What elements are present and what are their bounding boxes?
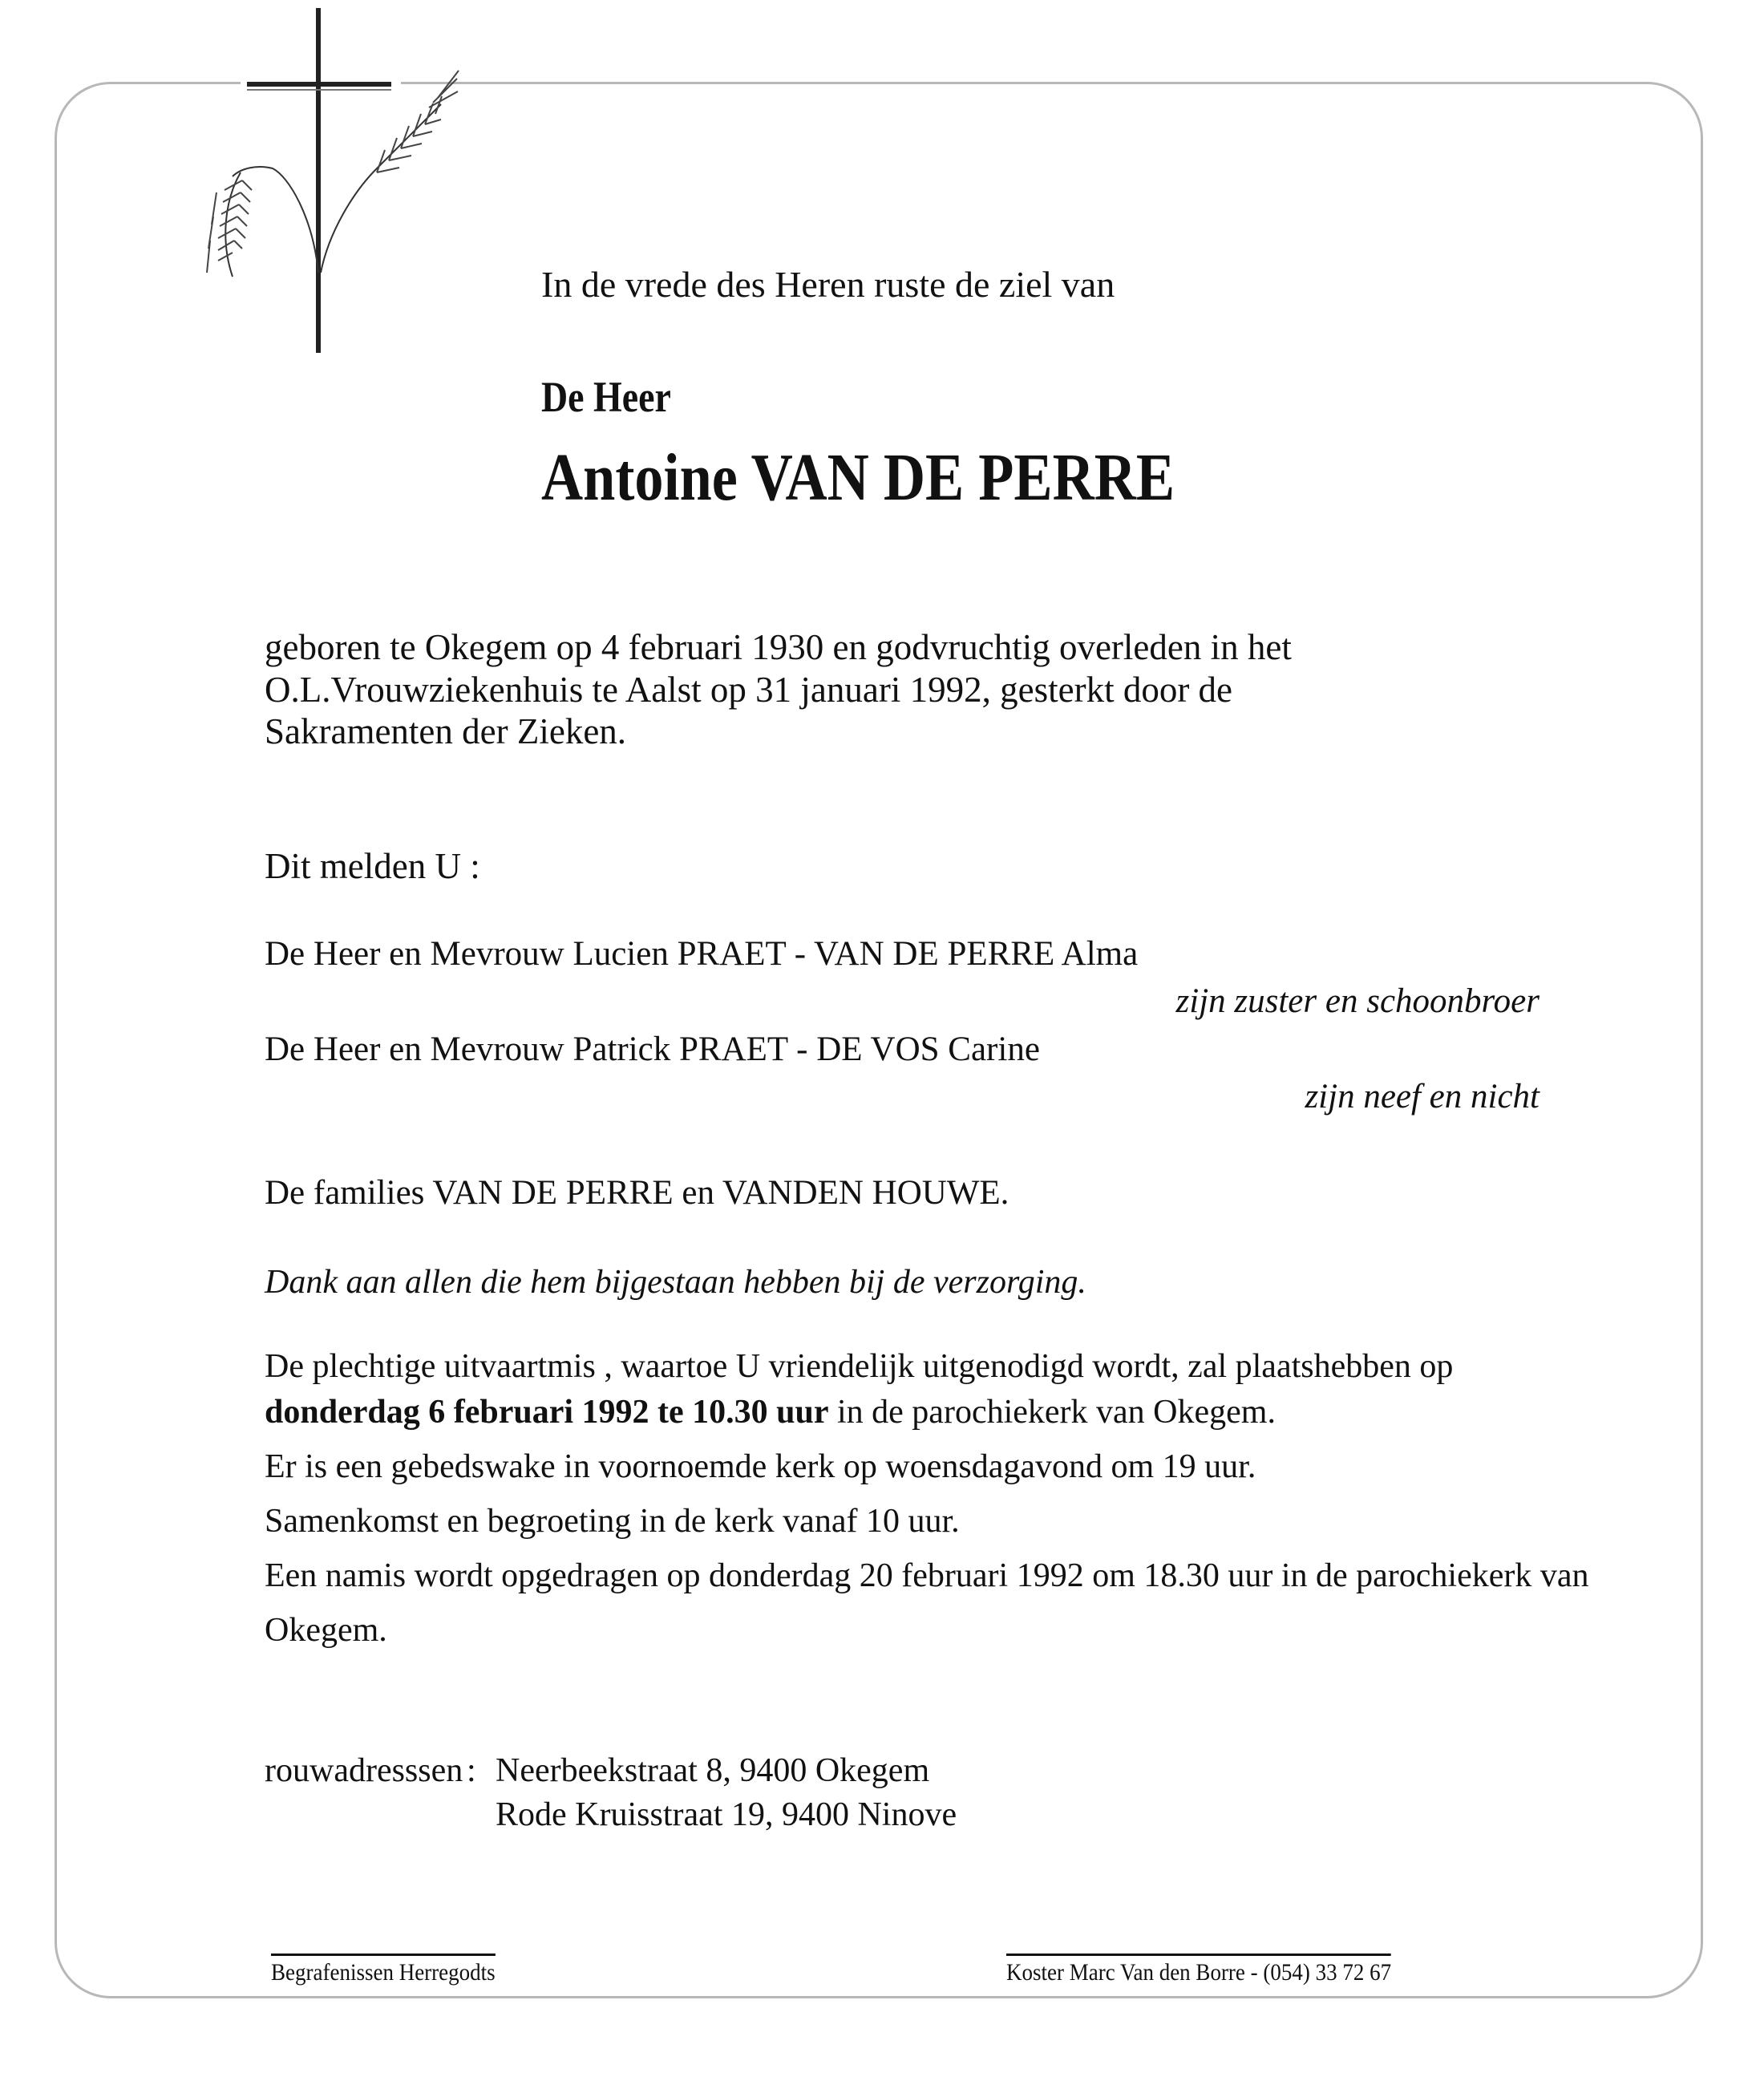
relative-relation: zijn zuster en schoonbroer [1175, 982, 1539, 1020]
address-line: Rode Kruisstraat 19, 9400 Ninove [496, 1796, 957, 1833]
relative-name: De Heer en Mevrouw Patrick PRAET - DE VOS Carine [265, 1030, 1040, 1068]
funeral-line: Er is een gebedswake in voornoemde kerk op woensdagavond om 19 uur. [265, 1448, 1256, 1485]
relative-relation: zijn neef en nicht [1305, 1078, 1539, 1115]
address-line: Neerbeekstraat 8, 9400 Okegem [496, 1752, 930, 1789]
birth-line: Sakramenten der Zieken. [265, 711, 627, 751]
sexton-contact: Koster Marc Van den Borre - (054) 33 72 67 [1006, 1954, 1391, 1986]
funeral-line: De plechtige uitvaartmis , waartoe U vriendelijk uitgenodigd wordt, zal plaatshebben op [265, 1348, 1454, 1385]
addresses-label: rouwadresssen [265, 1752, 463, 1789]
thanks-line: Dank aan allen die hem bijgestaan hebben bij de verzorging. [265, 1264, 1086, 1301]
funeral-line: Een namis wordt opgedragen op donderdag 20 februari 1992 om 18.30 uur in de parochiekerk van [265, 1557, 1589, 1594]
funeral-director: Begrafenissen Herregodts [271, 1954, 496, 1986]
funeral-date-line [265, 1395, 1276, 1429]
birth-line: geboren te Okegem op 4 februari 1930 en godvruchtig overleden in het [265, 627, 1292, 667]
funeral-line: Samenkomst en begroeting in de kerk vanaf 10 uur. [265, 1503, 960, 1540]
cross-with-wheat-icon [192, 8, 465, 361]
funeral-date: donderdag 6 februari 1992 te 10.30 uur [265, 1394, 829, 1431]
funeral-line: Okegem. [265, 1612, 387, 1649]
intro-line: In de vrede des Heren ruste de ziel van [541, 264, 1115, 305]
deceased-name: Antoine VAN DE PERRE [541, 440, 1175, 515]
funeral-place: in de parochiekerk van Okegem. [828, 1394, 1276, 1431]
families-line: De families VAN DE PERRE en VANDEN HOUWE. [265, 1174, 1009, 1212]
addresses-separator: : [467, 1752, 476, 1789]
relative-name: De Heer en Mevrouw Lucien PRAET - VAN DE PERRE Alma [265, 935, 1139, 973]
announcers-label: Dit melden U : [265, 846, 480, 886]
title-prefix: De Heer [541, 373, 671, 421]
birth-line: O.L.Vrouwziekenhuis te Aalst op 31 januari 1992, gesterkt door de [265, 670, 1233, 710]
